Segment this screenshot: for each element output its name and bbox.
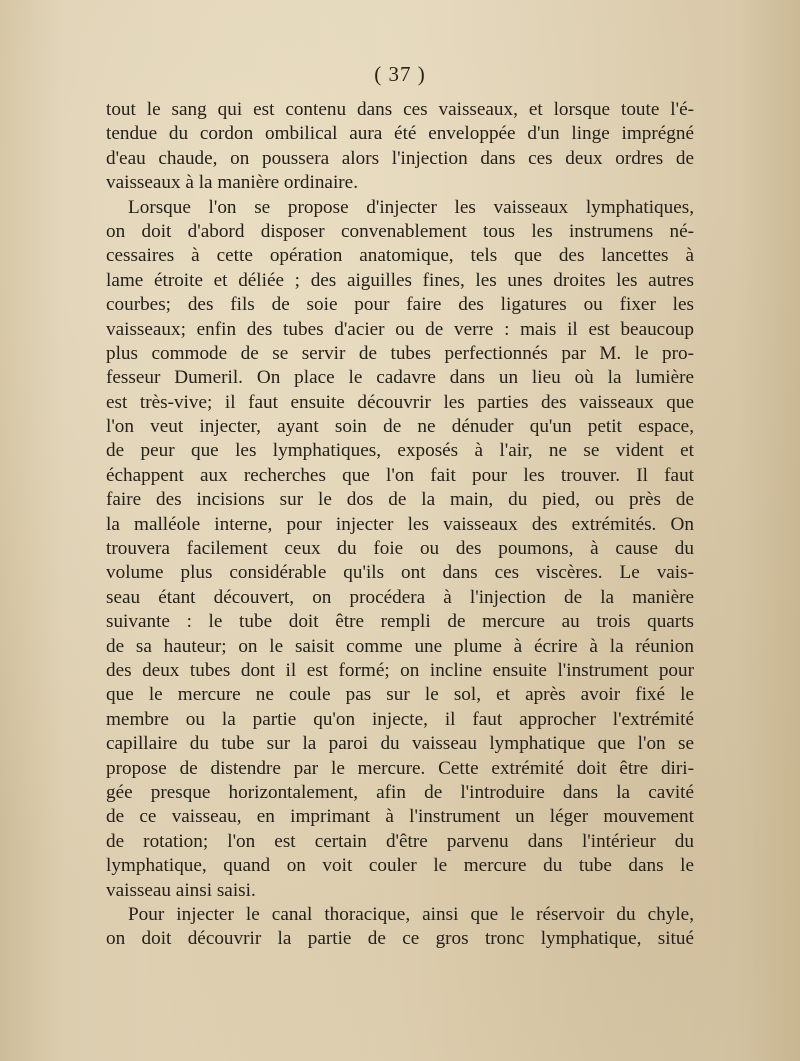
body-text	[106, 98, 694, 952]
text-line: lymphatique, quand on voit couler le mercure du tube dans le	[106, 855, 694, 877]
text-line: vaisseau ainsi saisi.	[106, 879, 256, 901]
text-line: de peur que les lymphatiques, exposés à l'air, ne se vident et	[106, 440, 694, 462]
text-line: tout le sang qui est contenu dans ces vaisseaux, et lorsque toute l'é-	[106, 99, 694, 120]
text-line: tendue du cordon ombilical aura été enveloppée d'un linge imprégné	[106, 123, 694, 145]
text-line: de rotation; l'on est certain d'être parvenu dans l'intérieur du	[106, 830, 694, 852]
text-line: gée presque horizontalement, afin de l'introduire dans la cavité	[106, 781, 694, 803]
text-line: Lorsque l'on se propose d'injecter les vaisseaux lymphatiques,	[128, 196, 694, 218]
text-line: faire des incisions sur le dos de la main, du pied, ou près de	[106, 489, 694, 511]
text-line: échappent aux recherches que l'on fait pour les trouver. Il faut	[106, 464, 694, 486]
text-line: capillaire du tube sur la paroi du vaisseau lymphatique que l'on se	[106, 733, 694, 755]
text-line: de sa hauteur; on le saisit comme une plume à écrire à la réunion	[106, 635, 694, 657]
text-line: l'on veut injecter, ayant soin de ne dénuder qu'un petit espace,	[106, 416, 694, 438]
text-line: courbes; des fils de soie pour faire des ligatures ou fixer les	[106, 294, 694, 316]
text-line: suivante : le tube doit être rempli de mercure au trois quarts	[106, 611, 694, 633]
text-line: on doit d'abord disposer convenablement tous les instrumens né-	[106, 220, 694, 242]
text-line: lame étroite et déliée ; des aiguilles fines, les unes droites les autres	[106, 269, 694, 291]
text-line: vaisseaux à la manière ordinaire.	[106, 172, 358, 194]
page-number: ( 37 )	[374, 62, 426, 86]
text-line: vaisseaux; enfin des tubes d'acier ou de verre : mais il est beaucoup	[106, 318, 694, 340]
text-line: seau étant découvert, on procédera à l'injection de la manière	[106, 586, 694, 608]
text-line: de ce vaisseau, en imprimant à l'instrument un léger mouvement	[106, 806, 694, 828]
text-line: la malléole interne, pour injecter les vaisseaux des extrémités. On	[106, 513, 694, 535]
text-line: trouvera facilement ceux du foie ou des poumons, à cause du	[106, 538, 694, 560]
text-line: membre ou la partie qu'on injecte, il faut approcher l'extrémité	[106, 708, 694, 730]
text-line: fesseur Dumeril. On place le cadavre dans un lieu où la lumière	[106, 367, 694, 389]
text-line: que le mercure ne coule pas sur le sol, et après avoir fixé le	[106, 684, 694, 706]
text-line: est très-vive; il faut ensuite découvrir les parties des vaisseaux que	[106, 391, 694, 413]
text-line: on doit découvrir la partie de ce gros tronc lymphatique, situé	[106, 928, 694, 950]
text-line: cessaires à cette opération anatomique, tels que des lancettes à	[106, 245, 694, 267]
text-line: d'eau chaude, on poussera alors l'injection dans ces deux ordres de	[106, 147, 694, 169]
text-line: plus commode de se servir de tubes perfectionnés par M. le pro-	[106, 342, 694, 364]
text-line: Pour injecter le canal thoracique, ainsi que le réservoir du chyle,	[128, 903, 694, 925]
text-line: des deux tubes dont il est formé; on incline ensuite l'instrument pour	[106, 659, 694, 681]
text-line: propose de distendre par le mercure. Cette extrémité doit être diri-	[106, 757, 694, 779]
text-line: volume plus considérable qu'ils ont dans ces viscères. Le vais-	[106, 562, 694, 584]
